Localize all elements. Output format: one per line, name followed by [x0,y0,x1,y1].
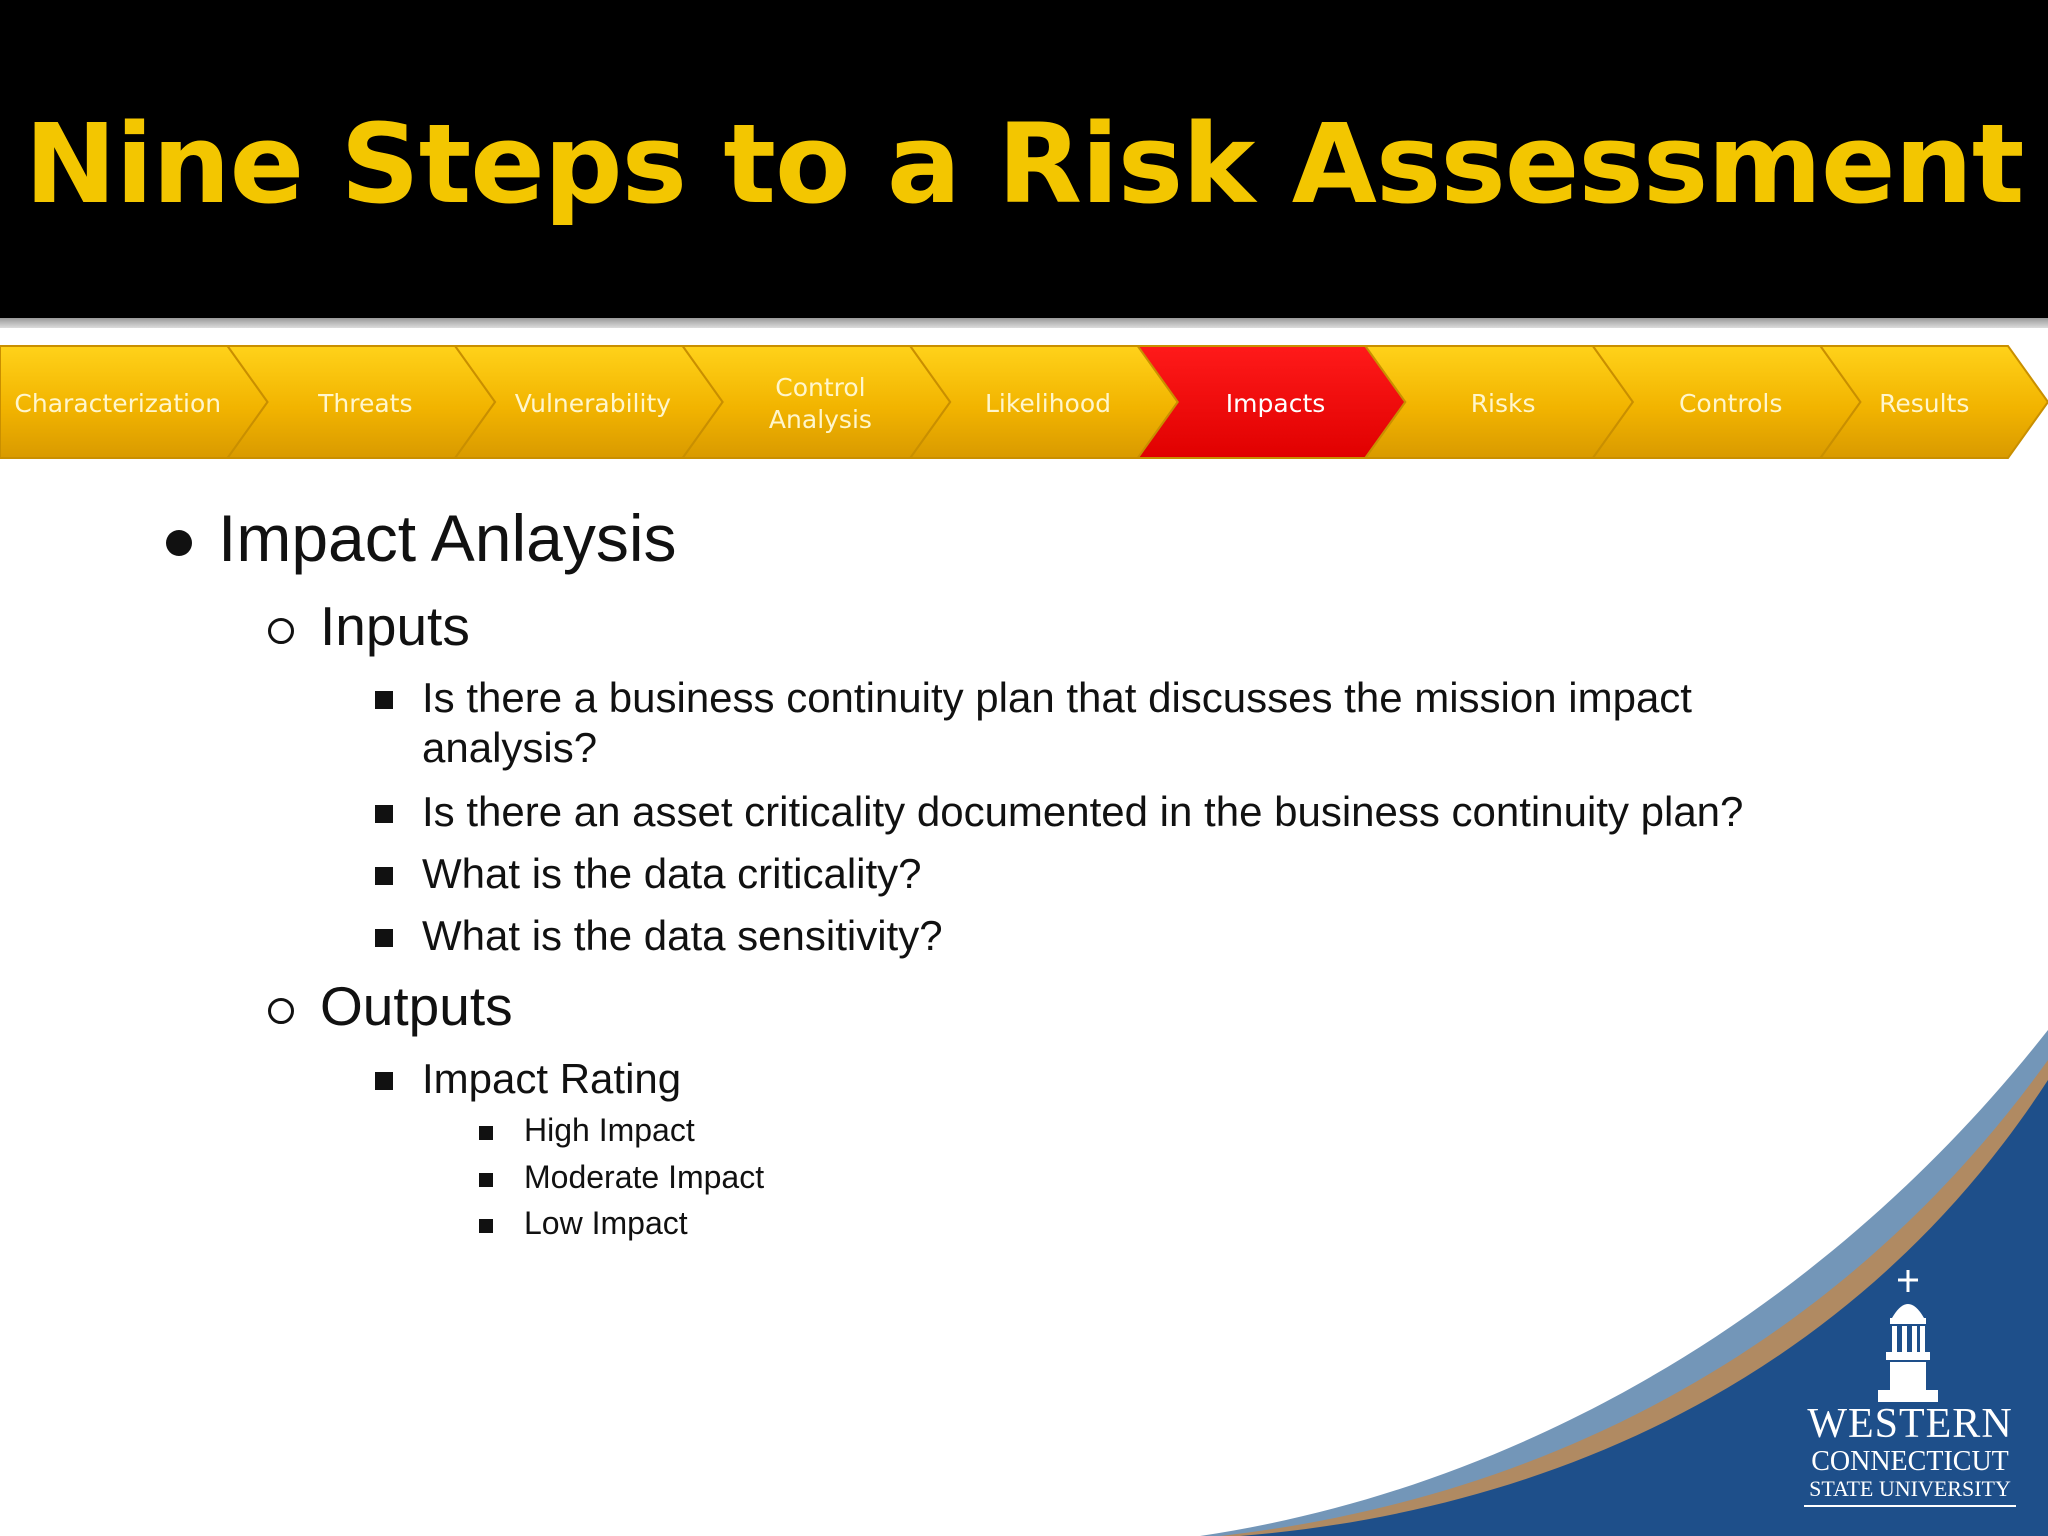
bullet-square-small [479,1219,493,1233]
impact-rating-label: Impact Rating [422,1055,682,1102]
step-label-threats: Threats [318,389,413,418]
step-label-risks: Risks [1470,389,1536,418]
logo-line-state-university: STATE UNIVERSITY [1809,1476,2011,1501]
level-low: Low Impact [524,1205,688,1241]
level-high: High Impact [524,1112,695,1148]
step-label-likelihood: Likelihood [984,389,1112,418]
bullet-square [375,867,393,885]
logo-line-connecticut: CONNECTICUT [1811,1446,2009,1477]
step-label-analysis: Analysis [768,405,872,434]
bullet-square-small [479,1126,493,1140]
level-moderate: Moderate Impact [524,1159,765,1195]
step-label-controls: Controls [1678,389,1783,418]
input-item-3: What is the data criticality? [422,850,922,897]
bullet-ring [268,618,294,644]
outputs-label: Outputs [320,975,513,1037]
step-label-impacts: Impacts [1225,389,1326,418]
bullet-square [375,691,393,709]
input-item-2: Is there an asset criticality documented in the business continuity plan? [422,788,1744,835]
bullet-square [375,805,393,823]
step-label-results: Results [1879,389,1970,418]
bullet-square-small [479,1173,493,1187]
logo-line-western: WESTERN [1807,1401,2013,1447]
bullet-square [375,929,393,947]
step-label-control: Control [775,373,866,402]
input-item-1-cont: analysis? [422,724,598,771]
input-item-1: Is there a business continuity plan that discusses the mission impact [422,674,1692,721]
bullet-ring [268,998,294,1024]
inputs-label: Inputs [320,595,470,657]
step-label-characterization: Characterization [14,389,222,418]
bullet-square [375,1072,393,1090]
logo-underline [1804,1505,2016,1507]
building-cupola-icon [1870,1270,1946,1404]
bullet-dot [166,530,192,556]
input-item-4: What is the data sensitivity? [422,912,943,959]
step-label-vulnerability: Vulnerability [514,389,672,418]
heading-impact-analysis: Impact Anlaysis [218,501,677,575]
slide-title: Nine Steps to a Risk Assessment [24,100,2024,228]
